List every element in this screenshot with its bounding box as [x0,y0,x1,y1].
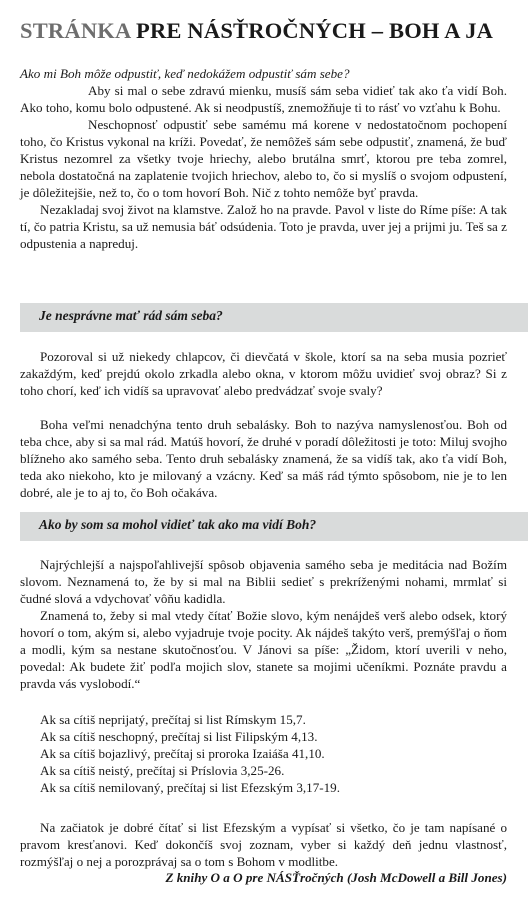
section-heading-band [20,303,528,332]
body-paragraph: Najrýchlejší a najspoľahlivejší spôsob objavenia samého seba je meditácia nad Božím slovom. Neznamená to, že by si mal na Biblii sedieť s prekríženými nohami, mrmlať si čudné slová a vdychovať vôňu kadidla. [20,557,507,606]
verse-item: Ak sa cítiš neprijatý, prečítaj si list Rímskym 15,7. [40,712,306,727]
section-heading: Ako by som sa mohol vidieť tak ako ma vidí Boh? [39,517,317,532]
page-title [20,18,493,44]
section1-body [20,348,507,501]
closing-block [20,819,507,870]
intro-question: Ako mi Boh môže odpustiť, keď nedokážem odpustiť sám sebe? [20,66,350,81]
verse-item: Ak sa cítiš neschopný, prečítaj si list Filipským 4,13. [40,729,318,744]
title-prefix: STRÁNKA [20,18,131,43]
body-paragraph: Znamená to, žeby si mal vtedy čítať Božie slovo, kým nenájdeš verš alebo odsek, ktorý hovorí o tom, akým si, alebo vyjadruje tvoje pocity. Ak nájdeš takýto verš, premýšľaj o ňom a modli, kým sa nestane skutočnosťou. V Jánovi sa píše: „Židom, ktorí uverili v neho, povedal: Ak budete žiť podľa mojich slov, stanete sa mojimi učeníkmi. Poznáte pravdu a pravda vás vyslobodí.“ [20,608,507,691]
body-paragraph: Pozoroval si už niekedy chlapcov, či dievčatá v škole, ktorí sa na seba musia pozrieť zakaždým, keď prejdú okolo zrkadla alebo okna, v ktorom môžu uvidieť svoj obraz? Si z toho chorí, keď ich vidíš sa upravovať alebo predvádzať svoje svaly? [20,349,507,398]
section-heading-band [20,512,528,541]
intro-paragraph: Nezakladaj svoj život na klamstve. Založ ho na pravde. Pavol v liste do Ríme píše: A tak tí, čo patria Kristu, sa už nemusia báť odsúdenia. Toto je pravda, uver jej a prijmi ju. Teš sa z odpustenia a napreduj. [20,202,507,251]
verse-item: Ak sa cítiš neistý, prečítaj si Príslovia 3,25-26. [40,763,285,778]
source-citation: Z knihy O a O pre NÁSŤročných (Josh McDowell a Bill Jones) [165,870,507,885]
section2-body [20,556,507,692]
verse-item: Ak sa cítiš bojazlivý, prečítaj si proroka Izaiáša 41,10. [40,746,325,761]
intro-paragraph: Neschopnosť odpustiť sebe samému má korene v nedostatočnom pochopení toho, čo Kristus vykonal na kríži. Povedať, že nemôžeš sám sebe odpustiť, znamená, že buď Kristus nezomrel za všetky tvoje hriechy, alebo brutálna smrť, ktorou pre teba zomrel, nebola dostatočná na zaplatenie tvojich hriechov, alebo to, čo si myslíš o svojom odpustení, je dôležitejšie, než to, čo o tom hovorí Boh. Nič z tohto nemôže byť pravda. [20,117,507,200]
intro-block [20,65,507,252]
section-heading: Je nesprávne mať rád sám seba? [39,308,223,323]
intro-paragraph: Aby si mal o sebe zdravú mienku, musíš sám seba vidieť tak ako ťa vidí Boh. Ako toho, komu bolo odpustené. Ak si neodpustíš, znemožňuje ti to rásť vo vzťahu k Bohu. [20,83,507,115]
body-paragraph: Boha veľmi nenadchýna tento druh sebalásky. Boh to nazýva namyslenosťou. Boh od teba chce, aby si sa mal rád. Matúš hovorí, že druhé v poradí dôležitosti je toto: Miluj svojho blížneho ako samého seba. Tento druh sebalásky znamená, že sa vidíš tak, ako ťa vidí Boh, teda ako niekoho, kto je milovaný a vzácny. Keď sa máš rád týmto spôsobom, nie je to len dobré, ale je to aj to, čo Boh očakáva. [20,417,507,500]
verse-list [40,711,510,796]
closing-paragraph: Na začiatok je dobré čítať si list Efezským a vypísať si všetko, čo je tam napísané o pravom kresťanovi. Keď dokončíš svoj zoznam, vyber si každý deň jednu vlastnosť, rozmýšľaj o nej a porozprávaj sa o tom s Bohom v modlitbe. [20,820,507,869]
verse-item: Ak sa cítiš nemilovaný, prečítaj si list Efezským 3,17-19. [40,780,341,795]
title-rest: PRE NÁSŤROČNÝCH – BOH A JA [130,18,494,43]
